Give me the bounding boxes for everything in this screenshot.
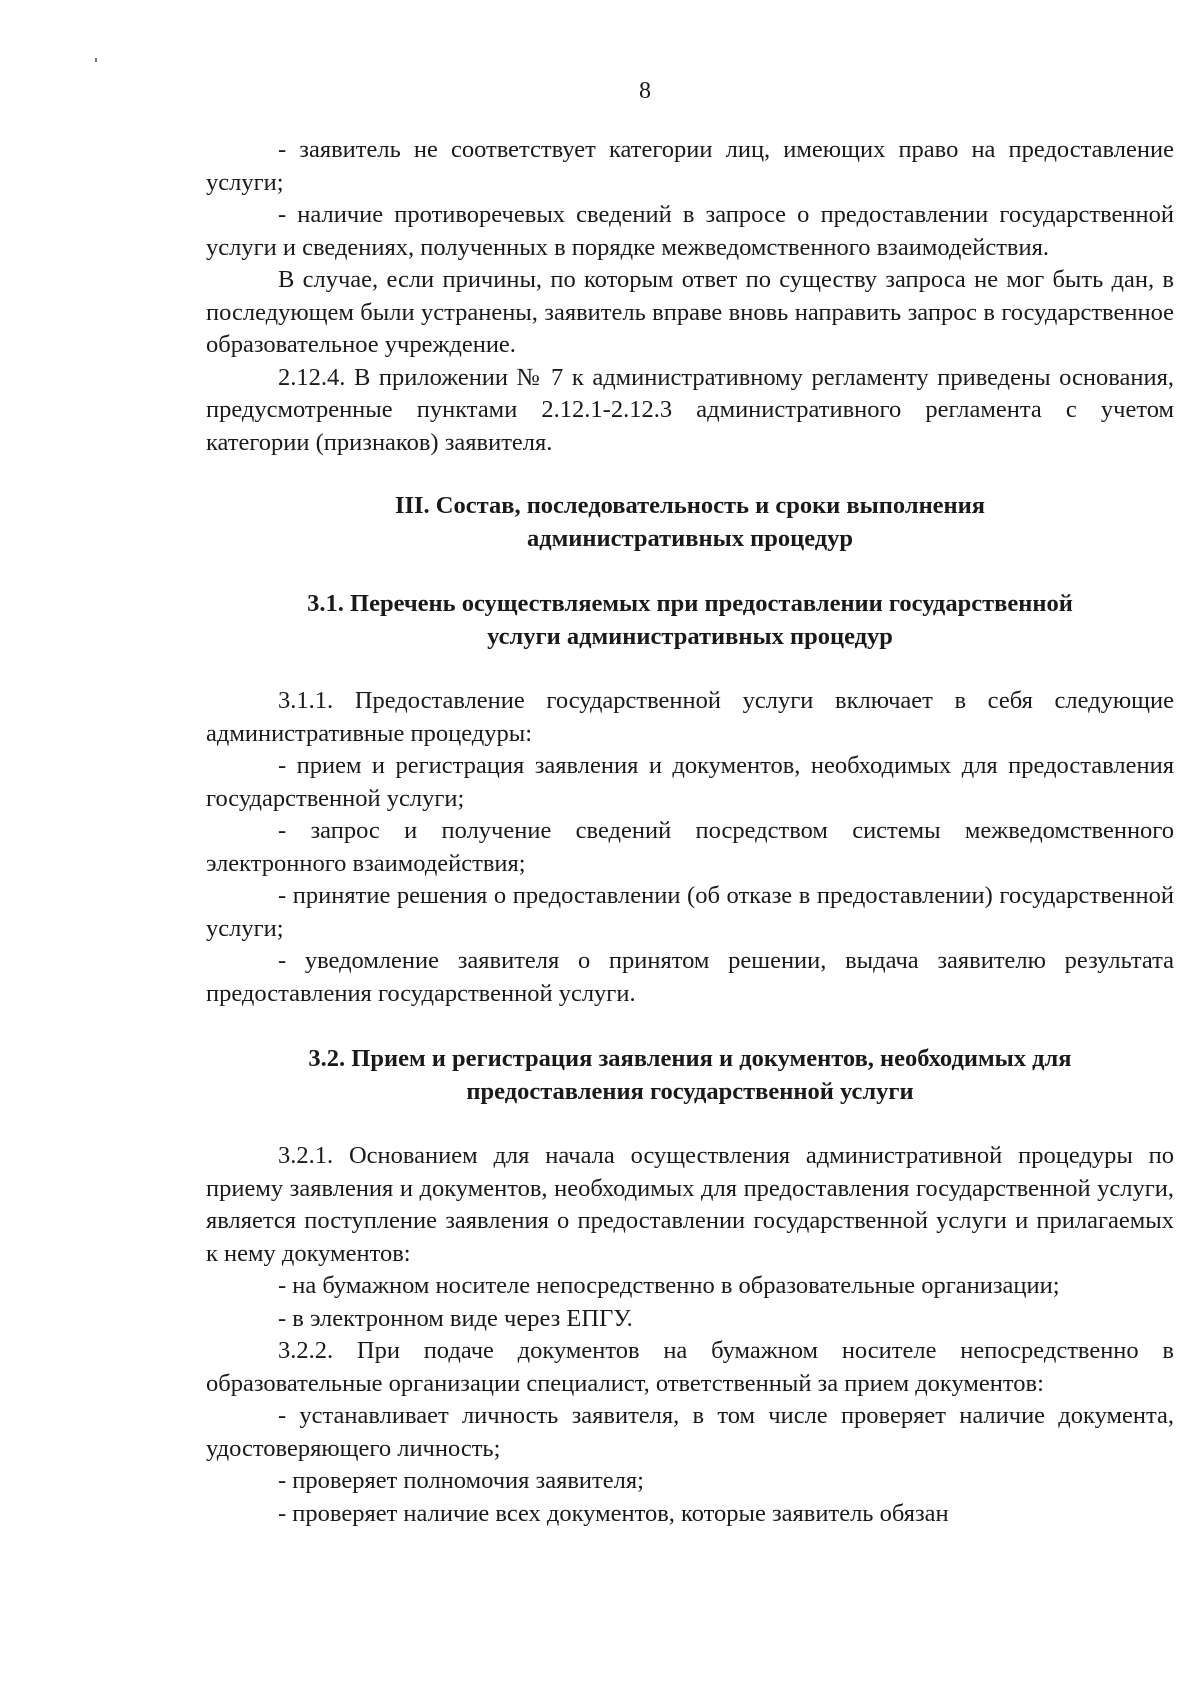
section-heading-3-2	[206, 1042, 1174, 1108]
section-heading-3-1	[206, 587, 1174, 653]
section-heading-III	[206, 489, 1174, 555]
paragraph: 3.2.2. При подаче документов на бумажном носителе непосредственно в образовательные организации специалист, ответственный за прием документов:	[206, 1337, 1174, 1397]
heading-line: административных процедур	[526, 525, 854, 552]
paragraph: - на бумажном носителе непосредственно в образовательные организации;	[278, 1272, 1060, 1299]
paragraph: - проверяет полномочия заявителя;	[278, 1467, 644, 1494]
paragraph: 3.1.1. Предоставление государственной услуги включает в себя следующие административные процедуры:	[206, 687, 1174, 747]
paragraph: - в электронном виде через ЕПГУ.	[278, 1304, 633, 1332]
heading-line: 3.1. Перечень осуществляемых при предоставлении государственной	[307, 590, 1073, 617]
paragraph: 3.2.1. Основанием для начала осуществления административной процедуры по приему заявления и документов, необходимых для предоставления государственной услуги, является поступление заявления о предоставлении государственной услуги и прилагаемых к нему документов:	[206, 1142, 1174, 1267]
paragraph: 2.12.4. В приложении № 7 к административному регламенту приведены основания, предусмотренные пунктами 2.12.1-2.12.3 административного регламента с учетом категории (признаков) заявителя.	[206, 363, 1174, 456]
paragraph: В случае, если причины, по которым ответ по существу запроса не мог быть дан, в последующем были устранены, заявитель вправе вновь направить запрос в государственное образовательное учреждение.	[206, 266, 1174, 358]
heading-line: услуги административных процедур	[487, 623, 893, 650]
paragraph: - проверяет наличие всех документов, которые заявитель обязан	[278, 1499, 949, 1527]
paragraph: - принятие решения о предоставлении (об отказе в предоставлении) государственной услуги;	[206, 882, 1174, 942]
paragraph: - запрос и получение сведений посредством системы межведомственного электронного взаимодействия;	[206, 817, 1174, 877]
heading-line: предоставления государственной услуги	[466, 1078, 914, 1105]
paragraph: - устанавливает личность заявителя, в том числе проверяет наличие документа, удостоверяющего личность;	[206, 1402, 1174, 1462]
paragraph: - заявитель не соответствует категории лиц, имеющих право на предоставление услуги;	[206, 136, 1174, 196]
heading-line: III. Состав, последовательность и сроки выполнения	[394, 492, 986, 519]
heading-line: 3.2. Прием и регистрация заявления и документов, необходимых для	[308, 1045, 1072, 1072]
scan-speck	[95, 58, 97, 62]
paragraph: - прием и регистрация заявления и документов, необходимых для предоставления государственной услуги;	[206, 752, 1174, 812]
page-number: 8	[639, 78, 651, 104]
paragraph: - наличие противоречевых сведений в запросе о предоставлении государственной услуги и сведениях, полученных в порядке межведомственного взаимодействия.	[206, 201, 1174, 261]
document-body	[206, 134, 1174, 1530]
paragraph: - уведомление заявителя о принятом решении, выдача заявителю результата предоставления государственной услуги.	[206, 947, 1174, 1007]
